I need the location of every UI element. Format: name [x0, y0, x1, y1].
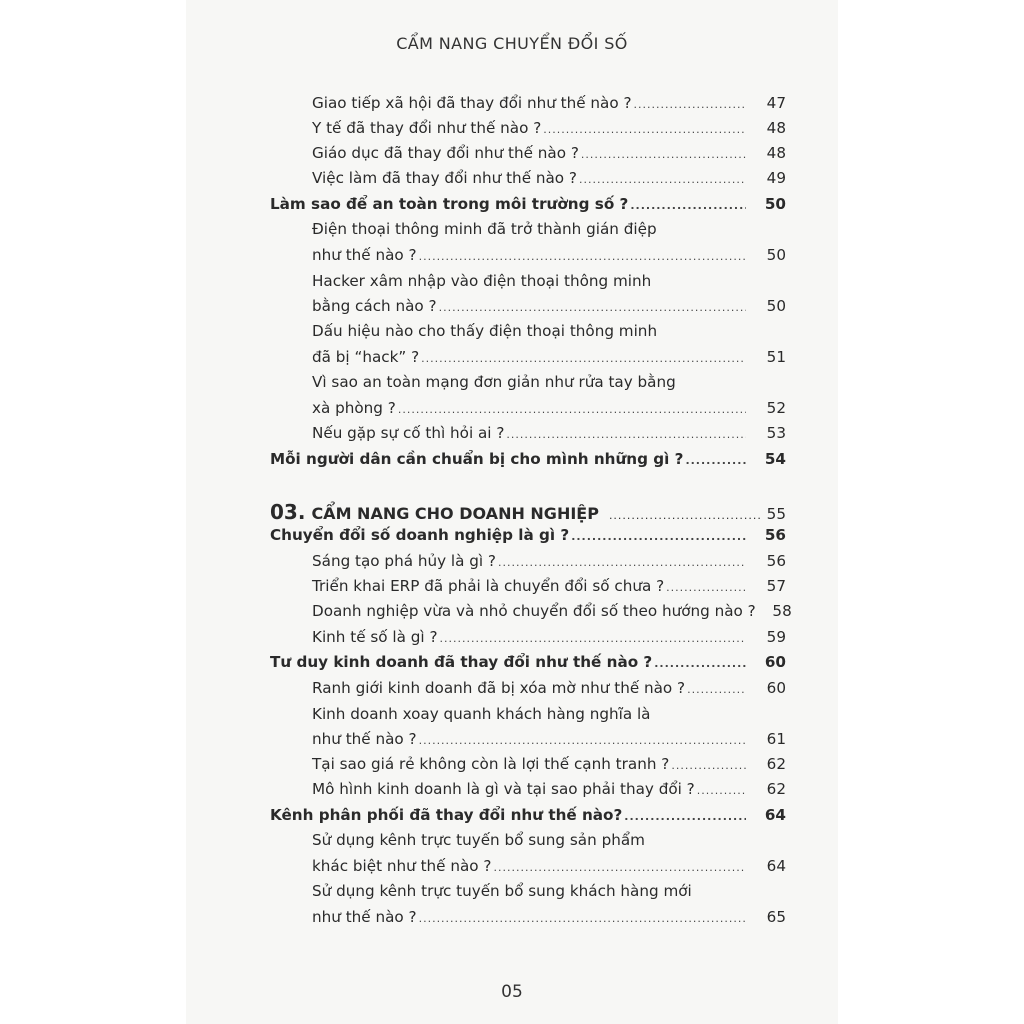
toc-heading-entry — [270, 195, 786, 219]
dot-leader — [671, 759, 746, 772]
toc-section-heading — [270, 500, 786, 524]
toc-entry-title: Việc làm đã thay đổi như thế nào ? — [312, 169, 577, 187]
toc-entry — [312, 144, 786, 168]
dot-leader — [543, 123, 746, 136]
toc-entry-page: 58 — [772, 602, 792, 620]
toc-entry-title: Chuyển đổi số doanh nghiệp là gì ? — [270, 526, 570, 544]
toc-heading-entry — [270, 526, 786, 550]
dot-leader — [609, 509, 763, 522]
toc-entry — [312, 780, 786, 804]
toc-entry-page: 53 — [766, 424, 786, 442]
toc-entry-page: 64 — [766, 857, 786, 875]
toc-heading-entry — [270, 450, 786, 474]
toc-entry-title-line1: Dấu hiệu nào cho thấy điện thoại thông minh — [312, 322, 658, 340]
toc-entry-page: 48 — [766, 144, 786, 162]
toc-entry-title: Mô hình kinh doanh là gì và tại sao phải thay đổi ? — [312, 780, 695, 798]
toc-entry-page: 50 — [764, 195, 786, 213]
toc-entry — [312, 577, 786, 601]
dot-leader — [419, 250, 746, 263]
toc-entry-title: Kinh tế số là gì ? — [312, 628, 438, 646]
toc-entry-title-line1: Hacker xâm nhập vào điện thoại thông minh — [312, 272, 652, 290]
dot-leader — [654, 657, 746, 670]
toc-entry-title: Nếu gặp sự cố thì hỏi ai ? — [312, 424, 505, 442]
dot-leader — [440, 632, 746, 645]
dot-leader — [634, 98, 746, 111]
toc-entry-title: đã bị “hack” ? — [312, 348, 420, 366]
toc-entry — [312, 857, 786, 881]
dot-leader — [506, 428, 746, 441]
toc-entry-title-line1: Sử dụng kênh trực tuyến bổ sung sản phẩm — [312, 831, 645, 849]
toc-entry — [312, 628, 786, 652]
toc-entry-title: như thế nào ? — [312, 908, 417, 926]
toc-entry-title: Kênh phân phối đã thay đổi như thế nào? — [270, 806, 623, 824]
toc-entry-page: 60 — [764, 653, 786, 671]
toc-entry-title-line1: Kinh doanh xoay quanh khách hàng nghĩa là — [312, 705, 651, 723]
dot-leader — [398, 403, 746, 416]
toc-entry-title: Triển khai ERP đã phải là chuyển đổi số chưa ? — [312, 577, 665, 595]
dot-leader — [697, 784, 746, 797]
toc-entry-title: Tại sao giá rẻ không còn là lợi thế cạnh tranh ? — [312, 755, 670, 773]
toc-entry — [312, 602, 792, 626]
dot-leader — [439, 301, 746, 314]
toc-entry — [312, 94, 786, 118]
toc-entry — [312, 119, 786, 143]
running-header: CẨM NANG CHUYỂN ĐỔI SỐ — [396, 34, 628, 53]
toc-entry-page: 56 — [766, 552, 786, 570]
toc-entry-page: 47 — [766, 94, 786, 112]
dot-leader — [581, 148, 746, 161]
toc-entry-title-line1: Điện thoại thông minh đã trở thành gián điệp — [312, 220, 657, 238]
toc-entry — [312, 679, 786, 703]
toc-entry-page: 64 — [764, 806, 786, 824]
toc-entry-page: 49 — [766, 169, 786, 187]
dot-leader — [419, 912, 746, 925]
toc-entry — [312, 730, 786, 754]
toc-entry — [312, 552, 786, 576]
dot-leader — [421, 352, 746, 365]
toc-entry — [312, 399, 786, 423]
toc-entry-page: 50 — [766, 297, 786, 315]
toc-entry-title: như thế nào ? — [312, 730, 417, 748]
toc-entry-title: Giáo dục đã thay đổi như thế nào ? — [312, 144, 579, 162]
toc-entry-page: 50 — [766, 246, 786, 264]
toc-entry-title: Làm sao để an toàn trong môi trường số ? — [270, 195, 629, 213]
section-number: 03. — [270, 500, 306, 524]
dot-leader — [624, 810, 746, 823]
toc-entry-title-line1: Sử dụng kênh trực tuyến bổ sung khách hàng mới — [312, 882, 692, 900]
toc-entry-title: Ranh giới kinh doanh đã bị xóa mờ như thế nào ? — [312, 679, 686, 697]
toc-entry-page: 51 — [766, 348, 786, 366]
toc-entry-title: như thế nào ? — [312, 246, 417, 264]
toc-entry-title: khác biệt như thế nào ? — [312, 857, 492, 875]
toc-entry — [312, 169, 786, 193]
toc-entry-title: xà phòng ? — [312, 399, 396, 417]
dot-leader — [687, 683, 746, 696]
toc-entry-page: 52 — [766, 399, 786, 417]
toc-entry-title: Y tế đã thay đổi như thế nào ? — [312, 119, 542, 137]
toc-entry — [312, 424, 786, 448]
toc-entry-page: 48 — [766, 119, 786, 137]
toc-heading-entry — [270, 653, 786, 677]
toc-entry-title: Sáng tạo phá hủy là gì ? — [312, 552, 496, 570]
dot-leader — [685, 454, 746, 467]
toc-entry — [312, 297, 786, 321]
toc-entry-title: bằng cách nào ? — [312, 297, 437, 315]
toc-entry-page: 57 — [766, 577, 786, 595]
toc-entry-page: 65 — [766, 908, 786, 926]
toc-entry-page: 62 — [766, 755, 786, 773]
toc-entry — [312, 246, 786, 270]
toc-entry-page: 56 — [764, 526, 786, 544]
dot-leader — [419, 734, 746, 747]
toc-entry-title: Mỗi người dân cần chuẩn bị cho mình những gì ? — [270, 450, 684, 468]
page-number: 05 — [501, 982, 523, 1002]
toc-entry-page: 59 — [766, 628, 786, 646]
dot-leader — [498, 556, 746, 569]
toc-entry-page: 62 — [766, 780, 786, 798]
toc-entry-page: 60 — [766, 679, 786, 697]
toc-entry — [312, 755, 786, 779]
book-page — [186, 0, 838, 1024]
toc-entry-page: 61 — [766, 730, 786, 748]
dot-leader — [630, 199, 746, 212]
toc-entry-page: 54 — [764, 450, 786, 468]
toc-entry — [312, 348, 786, 372]
dot-leader — [666, 581, 746, 594]
section-title: CẨM NANG CHO DOANH NGHIỆP — [311, 504, 599, 523]
toc-entry-title: Tư duy kinh doanh đã thay đổi như thế nào ? — [270, 653, 653, 671]
dot-leader — [579, 173, 746, 186]
toc-entry-title: Giao tiếp xã hội đã thay đổi như thế nào ? — [312, 94, 632, 112]
toc-entry-title-line1: Vì sao an toàn mạng đơn giản như rửa tay bằng — [312, 373, 676, 391]
dot-leader — [493, 861, 746, 874]
toc-heading-entry — [270, 806, 786, 830]
toc-entry-title: Doanh nghiệp vừa và nhỏ chuyển đổi số theo hướng nào ? — [312, 602, 756, 620]
toc-entry — [312, 908, 786, 932]
dot-leader — [571, 530, 746, 543]
toc-entry-page: 55 — [766, 505, 786, 523]
